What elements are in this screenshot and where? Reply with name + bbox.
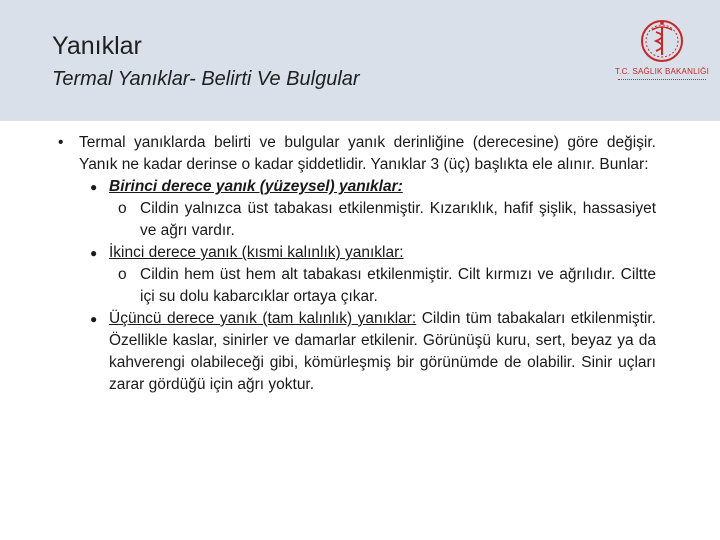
bullet-icon: ● [90, 180, 98, 194]
circle-bullet-icon: o [118, 200, 127, 217]
list-item [58, 176, 656, 198]
slide-title: Yanıklar [52, 32, 142, 60]
item-heading: İkinci derece yanık (kısmi kalınlık) yanıklar: [109, 244, 404, 261]
bullet-icon: ● [90, 246, 98, 260]
slide-subtitle: Termal Yanıklar- Belirti Ve Bulgular [52, 68, 360, 90]
bullet-icon: • [58, 134, 64, 151]
circle-bullet-icon: o [118, 266, 127, 283]
bullet-icon: ● [90, 312, 98, 326]
ministry-logo [612, 18, 712, 100]
item-detail: Cildin hem üst hem alt tabakası etkilenmiştir. Cilt kırmızı ve ağrılıdır. Ciltte içi su dolu kabarcıklar ortaya çıkar. [140, 266, 656, 305]
ministry-name: T.C. SAĞLIK BAKANLIĞI [614, 67, 709, 76]
slide-header [0, 0, 720, 121]
item-heading: Birinci derece yanık (yüzeysel) yanıklar: [109, 178, 403, 195]
ministry-emblem-icon [612, 18, 712, 66]
slide-body [58, 132, 656, 396]
list-subitem [58, 198, 656, 242]
item-detail: Cildin yalnızca üst tabakası etkilenmiştir. Kızarıklık, hafif şişlik, hassasiyet ve ağrı vardır. [140, 200, 656, 239]
item-heading: Üçüncü derece yanık (tam kalınlık) yanıklar: [109, 310, 417, 327]
ministry-subline [618, 79, 706, 83]
intro-bullet [58, 132, 656, 176]
list-subitem [58, 264, 656, 308]
list-item [58, 308, 656, 396]
item-detail: Cildin tüm tabakaları etkilenmiştir. Özellikle kaslar, sinirler ve damarlar etkilenir. Görünüşü kuru, sert, beyaz ya da kahverengi olabileceği gibi, kömürleşmiş bir görünümde de olabilir. Sinir uçları zarar gördüğü için ağrı yoktur. [109, 310, 656, 393]
intro-text: Termal yanıklarda belirti ve bulgular yanık derinliğine (derecesine) göre değişir. Yanık ne kadar derinse o kadar şiddetlidir. Yanıklar 3 (üç) başlıkta ele alınır. Bunlar: [79, 134, 656, 173]
list-item [58, 242, 656, 264]
